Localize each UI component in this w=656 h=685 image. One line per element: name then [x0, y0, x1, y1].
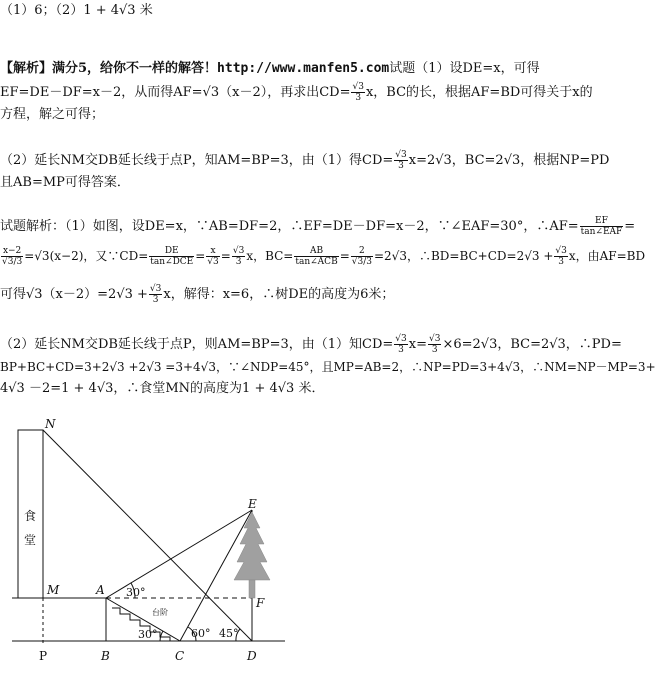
canteen-label-1: 食 [24, 509, 37, 523]
label-steps: 台阶 [152, 608, 168, 617]
label-angle-45: 45° [219, 627, 239, 640]
label-c: C [175, 649, 185, 663]
fraction: $\frac{EF}{\text{tan∠EAF}}$ [580, 216, 623, 237]
label-b: B [101, 649, 110, 663]
geometry-figure [0, 408, 300, 685]
fraction: $\frac{x-2}{√3/3}$ [2, 246, 23, 267]
line-ae [106, 510, 252, 598]
label-angle-30-top: 30° [126, 586, 146, 599]
label-a: A [96, 583, 105, 597]
tree-icon [234, 512, 270, 598]
fraction: $\frac{DE}{\text{tan∠DCE}}$ [150, 246, 194, 267]
fraction: $\frac{√3}{3}$ [395, 150, 407, 171]
canteen-label-2: 堂 [24, 533, 37, 547]
analysis-line-5: 且AB=MP可得答案． [0, 175, 130, 190]
label-e: E [248, 497, 257, 511]
label-angle-60: 60° [191, 627, 211, 640]
solution-line-5: BP+BC+CD=3+2√3 +2√3 =3+4√3，∵∠NDP=45°，且MP=AB=2，∴NP=PD=3+4√3，∴NM=NP－MP=3+ [0, 360, 656, 374]
label-angle-30-bottom: 30° [138, 628, 158, 641]
fraction: $\frac{√3}{3}$ [149, 284, 162, 305]
solution-line-1: 试题解析：（1）如图，设DE=x，∵AB=DF=2，∴EF=DE－DF=x－2，∵∠EAF=30°，∴AF= $\frac{EF}{\text{tan∠EAF}}$ = [0, 216, 636, 237]
label-f: F [256, 596, 265, 610]
solution-line-6: 4√3 －2=1 + 4√3，∴食堂MN的高度为1 + 4√3 米． [0, 381, 325, 396]
line-nd [43, 430, 252, 641]
analysis-heading: 【解析】满分5，给你不一样的解答！ [0, 61, 218, 76]
analysis-line-4: （2）延长NM交DB延长线于点P，知AM=BP=3，由（1）得CD= $\frac{√3}{3}$ x=2√3，BC=2√3，根据NP=PD [0, 150, 610, 171]
analysis-line-1: 【解析】满分5，给你不一样的解答！http://www.manfen5.com试题（1）设DE=x，可得 [0, 61, 540, 76]
fraction: $\frac{√3}{3}$ [352, 82, 364, 103]
solution-line-4: （2）延长NM交DB延长线于点P，则AM=BP=3，由（1）知CD= $\frac{√3}{3}$ x= $\frac{√3}{3}$ ×6=2√3，BC=2√3，∴PD= [0, 334, 622, 355]
label-p: P [39, 649, 48, 663]
fraction: $\frac{√3}{3}$ [395, 334, 407, 355]
answer-line: （1）6；（2）1 + 4√3 米 [0, 3, 153, 18]
label-d: D [247, 649, 257, 663]
fraction: $\frac{√3}{3}$ [232, 246, 245, 267]
label-n: N [45, 417, 56, 431]
solution-line-2: $\frac{x-2}{√3/3}$ =√3(x−2)，又∵CD= $\frac{DE}{\text{tan∠DCE}}$ = $\frac{x}{√3}$ = $\frac{√3}{3}$ x，BC= $\frac{AB}{\text{tan∠ACB}}$ = $\frac{2}{√3/3}$ =2√3，∴BD=BC+CD=2√3 + $\frac{√3}{3}$ x，由AF=BD [2, 246, 646, 267]
solution-line-3: 可得√3（x－2）=2√3 + $\frac{√3}{3}$ x，解得：x=6，∴树DE的高度为6米； [0, 284, 395, 305]
fraction: $\frac{√3}{3}$ [555, 246, 567, 267]
label-m: M [47, 583, 60, 597]
analysis-line-2: EF=DE－DF=x－2，从而得AF=√3（x－2），再求出CD= $\frac{√3}{3}$ x，BC的长，根据AF=BD可得关于x的 [0, 82, 593, 103]
fraction: $\frac{x}{√3}$ [207, 246, 219, 267]
fraction: $\frac{AB}{\text{tan∠ACB}}$ [295, 246, 338, 267]
site-url: http://www.manfen5.com [217, 61, 390, 76]
fraction: $\frac{2}{√3/3}$ [351, 246, 372, 267]
analysis-line-3: 方程，解之可得； [0, 107, 105, 122]
fraction: $\frac{√3}{3}$ [428, 334, 441, 355]
